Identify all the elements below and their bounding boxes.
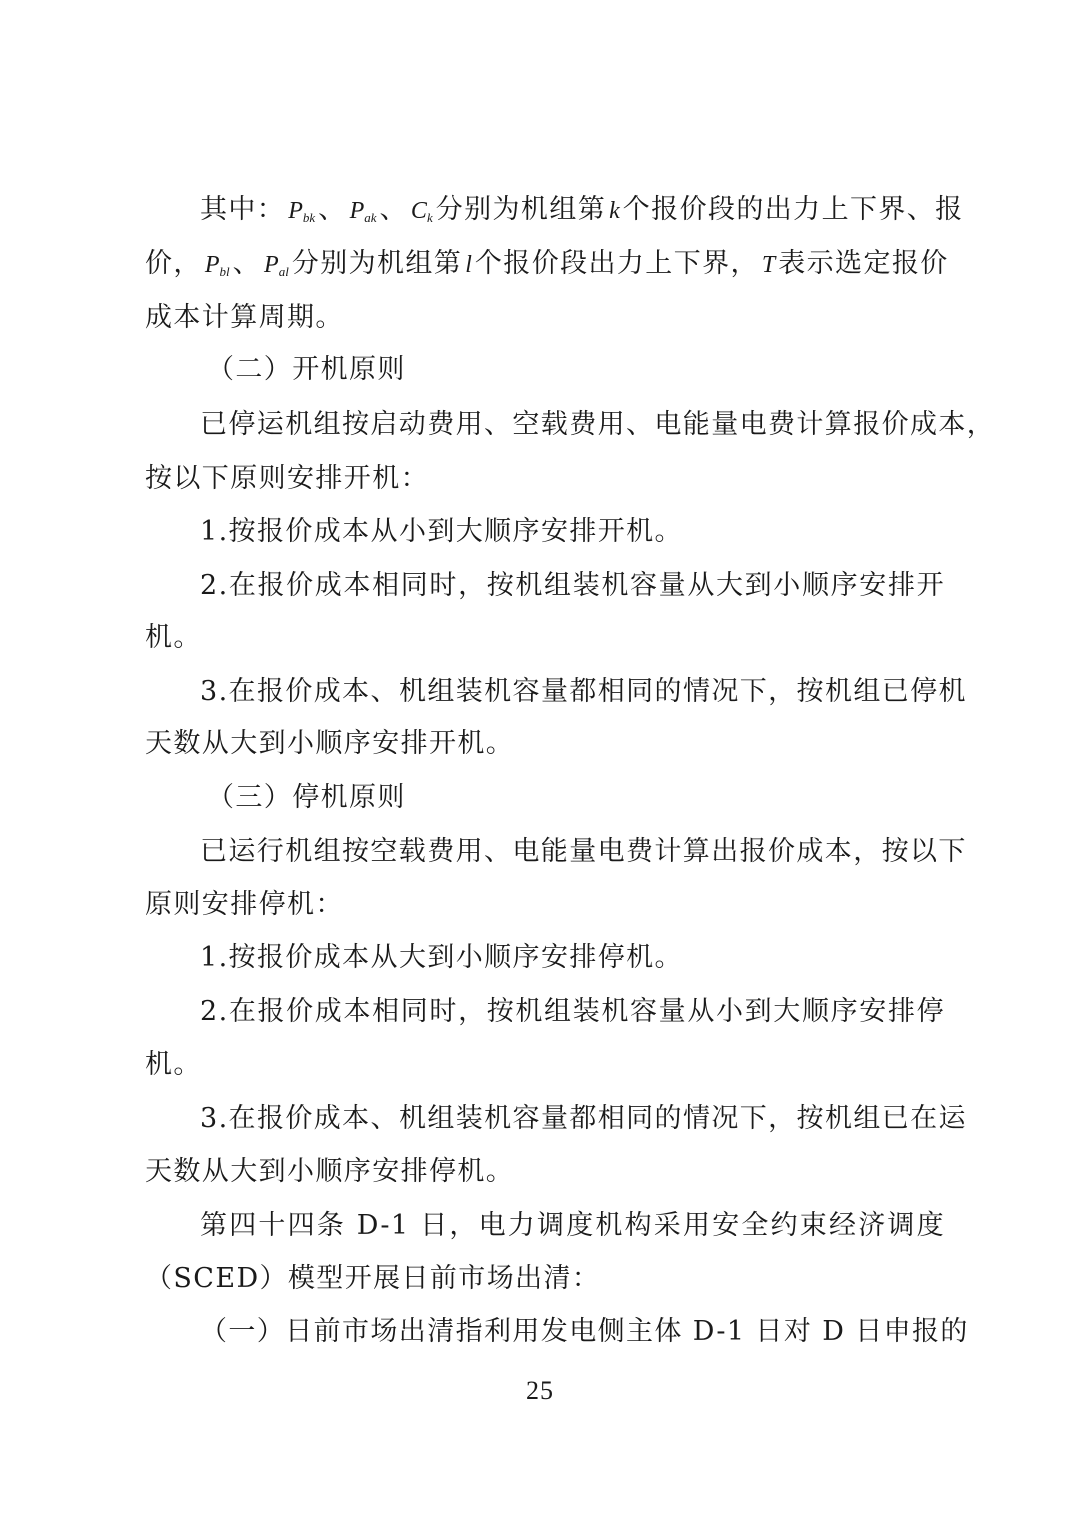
- where-line-1: 其中： $P_{bk}$ 、 $P_{ak}$ 、 $C_k$ 分别为机组第 k 个报价段的出力上下界、报: [200, 194, 964, 225]
- symbol-p-ak: $P_{ak}$: [349, 198, 377, 225]
- article-44-line-3: （一）日前市场出清指利用发电侧主体 D-1 日对 D 日申报的: [200, 1316, 969, 1347]
- section-2-item-2-line-2: 机。: [145, 622, 202, 653]
- where-prefix: 其中：: [200, 194, 286, 225]
- section-2-intro-line-2: 按以下原则安排开机：: [145, 463, 429, 494]
- section-2-heading: （二）开机原则: [207, 354, 406, 385]
- symbol-p-bl: $P_{bl}$: [204, 252, 230, 279]
- section-3-item-3-line-1: 3.在报价成本、机组装机容量都相同的情况下，按机组已在运: [200, 1103, 967, 1134]
- symbol-p-bk: $P_{bk}$: [288, 198, 316, 225]
- section-3-intro-line-2: 原则安排停机：: [145, 889, 344, 920]
- symbol-c-k: $C_k$: [410, 198, 433, 225]
- where-line-2: 价， $P_{bl}$ 、 $P_{al}$ 分别为机组第 l 个报价段出力上下界， T 表示选定报价: [145, 248, 949, 279]
- section-2-item-3-line-2: 天数从大到小顺序安排开机。: [145, 728, 515, 759]
- where-line-3: 成本计算周期。: [145, 302, 344, 333]
- section-2-item-2-line-1: 2.在报价成本相同时，按机组装机容量从大到小顺序安排开: [200, 570, 945, 601]
- section-3-item-2-line-2: 机。: [145, 1049, 202, 1080]
- section-3-item-1: 1.按报价成本从大到小顺序安排停机。: [200, 942, 683, 973]
- section-3-item-3-line-2: 天数从大到小顺序安排停机。: [145, 1156, 515, 1187]
- section-3-heading: （三）停机原则: [207, 782, 406, 813]
- article-44-line-1: 第四十四条 D-1 日，电力调度机构采用安全约束经济调度: [200, 1210, 945, 1241]
- symbol-k: k: [609, 198, 620, 224]
- symbol-p-al: $P_{al}$: [264, 252, 289, 279]
- article-44-line-2: （SCED）模型开展日前市场出清：: [145, 1263, 601, 1294]
- section-2-item-3-line-1: 3.在报价成本、机组装机容量都相同的情况下，按机组已停机: [200, 676, 967, 707]
- page-number: 25: [526, 1376, 554, 1405]
- section-3-intro-line-1: 已运行机组按空载费用、电能量电费计算出报价成本，按以下: [200, 836, 967, 867]
- symbol-l: l: [465, 252, 472, 278]
- section-2-intro-line-1: 已停运机组按启动费用、空载费用、电能量电费计算报价成本，: [200, 409, 996, 440]
- section-3-item-2-line-1: 2.在报价成本相同时，按机组装机容量从小到大顺序安排停: [200, 996, 945, 1027]
- section-2-item-1: 1.按报价成本从小到大顺序安排开机。: [200, 516, 683, 547]
- symbol-t: T: [761, 252, 776, 278]
